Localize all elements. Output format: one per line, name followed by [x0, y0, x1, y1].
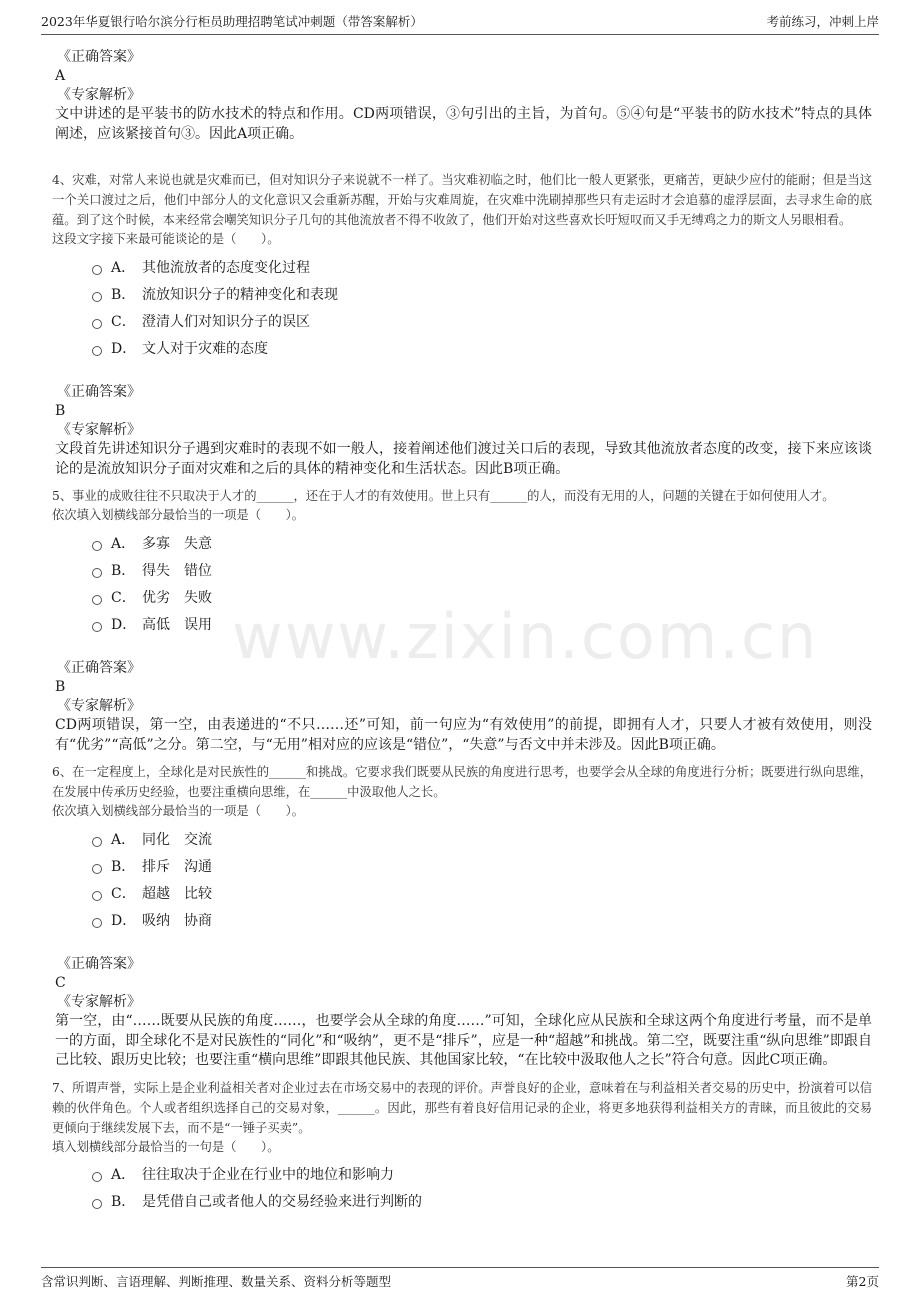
option-letter: C． — [111, 313, 136, 330]
option-text: 排斥 沟通 — [142, 858, 212, 875]
explain-label: 《专家解析》 — [57, 422, 141, 438]
option-text: 吸纳 协商 — [142, 912, 212, 929]
question-prompt: 依次填入划横线部分最恰当的一项是（ ）。 — [52, 804, 305, 818]
option-text: 澄清人们对知识分子的误区 — [142, 313, 310, 330]
radio-icon[interactable] — [92, 319, 102, 329]
options-list — [92, 825, 872, 933]
option-text: 高低 误用 — [142, 616, 212, 633]
option-d[interactable] — [92, 334, 872, 361]
answer-label: 《正确答案》 — [57, 384, 141, 400]
explanation-text: CD两项错误，第一空，由表递进的“不只……还”可知，前一句应为“有效使用”的前提，即拥有人才，只要人才被有效使用，则没有“优劣”“高低”之分。第二空，与“无用”相对应的应该是“错位”，“失意”与否文中并未涉及。因此B项正确。 — [55, 717, 872, 753]
option-letter: C． — [111, 589, 136, 606]
option-letter: B． — [111, 1194, 136, 1210]
question-stem: 7、所谓声誉，实际上是企业利益相关者对企业过去在市场交易中的表现的评价。声誉良好的企业，意味着在与利益相关者交易的历史中，扮演着可以信赖的伙伴角色。个人或者组织选择自己的交易对象，______。因此，那些有着良好信用记录的企业，将更多地获得利益相关方的青睐，而且彼此的交易更倾向于继续发展下去，而不是“一锤子买卖”。 — [52, 1080, 872, 1135]
radio-icon[interactable] — [92, 568, 102, 578]
option-text: 优劣 失败 — [142, 589, 212, 606]
answer-value: C — [55, 975, 66, 991]
option-a[interactable] — [92, 825, 872, 852]
radio-icon[interactable] — [92, 541, 102, 551]
option-a[interactable] — [92, 253, 872, 280]
option-b[interactable] — [92, 280, 872, 307]
option-letter: A． — [111, 831, 136, 848]
option-letter: D． — [111, 912, 137, 929]
question-stem: 6、在一定程度上，全球化是对民族性的______和挑战。它要求我们既要从民族的角度进行思考，也要学会从全球的角度进行分析；既要进行纵向思维，在发展中传承历史经验，也要注重横向思维，在______中汲取他人之长。 — [52, 765, 872, 799]
radio-icon[interactable] — [92, 837, 102, 847]
option-letter: D． — [111, 616, 137, 633]
option-text: 其他流放者的态度变化过程 — [142, 259, 310, 276]
explanation-text: 文中讲述的是平装书的防水技术的特点和作用。CD两项错误，③句引出的主旨，为首句。⑤④句是“平装书的防水技术”特点的具体阐述，应该紧接首句③。因此A项正确。 — [55, 106, 872, 142]
option-letter: B． — [111, 286, 136, 303]
question-prompt: 这段文字接下来最可能谈论的是（ ）。 — [52, 232, 280, 246]
option-text: 流放知识分子的精神变化和表现 — [142, 286, 338, 303]
explanation-text: 第一空，由“……既要从民族的角度……，也要学会从全球的角度……”可知，全球化应从民族和全球这两个角度进行考量，而不是单一的方面，即全球化不是对民族性的“同化”和“吸纳”，更不是“排斥”，应是一种“超越”和挑战。第二空，既要注重“纵向思维”即跟自己比较、跟历史比较；也要注重“横向思维”即跟其他民族、其他国家比较，“在比较中汲取他人之长”符合句意。因此C项正确。 — [55, 1013, 872, 1068]
radio-icon[interactable] — [92, 891, 102, 901]
option-c[interactable] — [92, 583, 872, 610]
option-b[interactable] — [92, 852, 872, 879]
question-prompt: 填入划横线部分最恰当的一句是（ ）。 — [52, 1139, 280, 1154]
options-list — [92, 529, 872, 637]
page-number: 第2页 — [846, 1274, 879, 1289]
option-letter: B． — [111, 562, 136, 579]
option-letter: A． — [111, 259, 136, 276]
option-d[interactable] — [92, 610, 872, 637]
radio-icon[interactable] — [92, 346, 102, 356]
explain-label: 《专家解析》 — [57, 994, 141, 1010]
option-letter: C． — [111, 885, 136, 902]
question-7 — [52, 1078, 872, 1215]
page-header — [41, 12, 879, 35]
option-b[interactable] — [92, 556, 872, 583]
radio-icon[interactable] — [92, 864, 102, 874]
footer-topics: 含常识判断、言语理解、判断推理、数量关系、资料分析等题型 — [41, 1274, 392, 1289]
answer-value: B — [55, 679, 66, 695]
radio-icon[interactable] — [92, 595, 102, 605]
option-letter: A． — [111, 535, 136, 552]
question-4 — [52, 170, 872, 479]
radio-icon[interactable] — [92, 292, 102, 302]
option-c[interactable] — [92, 879, 872, 906]
radio-icon[interactable] — [92, 622, 102, 632]
question-stem: 4、灾难，对常人来说也就是灾难而已，但对知识分子来说就不一样了。当灾难初临之时，他们比一般人更紧张，更痛苦，更缺少应付的能耐；但是当这一个关口渡过之后，他们中部分人的文化意识又会重新苏醒，开始与灾难周旋，在灾难中洗刷掉那些只有走运时才会追慕的虚浮层面，去寻求生命的底蕴。到了这个时候，本来经常会嘲笑知识分子几句的其他流放者不得不收敛了，他们开始对这些喜欢长吁短叹而又手无缚鸡之力的斯文人另眼相看。 — [52, 173, 872, 227]
page-content — [52, 48, 872, 1215]
explanation-text: 文段首先讲述知识分子遇到灾难时的表现不如一般人，接着阐述他们渡过关口后的表现，导致其他流放者态度的改变，接下来应该谈论的是流放知识分子面对灾难和之后的具体的精神变化和生活状态。因此B项正确。 — [55, 441, 872, 477]
answer-value: A — [55, 68, 66, 84]
question-5 — [52, 486, 872, 755]
option-a[interactable] — [92, 1161, 872, 1188]
question-prompt: 依次填入划横线部分最恰当的一项是（ ）。 — [52, 508, 305, 522]
question-stem: 5、事业的成败往往不只取决于人才的______，还在于人才的有效使用。世上只有______的人，而没有无用的人，问题的关键在于如何使用人才。 — [52, 489, 835, 503]
radio-icon[interactable] — [92, 918, 102, 928]
option-text: 往往取决于企业在行业中的地位和影响力 — [142, 1167, 394, 1183]
question-6 — [52, 762, 872, 1071]
watermark: www.zixin.com.cn — [232, 600, 819, 673]
option-letter: B． — [111, 858, 136, 875]
answer-label: 《正确答案》 — [57, 49, 141, 65]
option-text: 同化 交流 — [142, 831, 212, 848]
answer-label: 《正确答案》 — [57, 956, 141, 972]
option-text: 超越 比较 — [142, 885, 212, 902]
page-footer — [41, 1267, 879, 1294]
radio-icon[interactable] — [92, 1199, 102, 1209]
option-c[interactable] — [92, 307, 872, 334]
answer-block — [52, 48, 872, 144]
option-text: 多寡 失意 — [142, 535, 212, 552]
radio-icon[interactable] — [92, 1172, 102, 1182]
answer-label: 《正确答案》 — [57, 660, 141, 676]
answer-value: B — [55, 403, 66, 419]
option-letter: D． — [111, 340, 137, 357]
option-a[interactable] — [92, 529, 872, 556]
options-list — [92, 253, 872, 361]
option-text: 文人对于灾难的态度 — [142, 340, 268, 357]
option-letter: A． — [111, 1167, 136, 1183]
document-title: 2023年华夏银行哈尔滨分行柜员助理招聘笔试冲刺题（带答案解析） — [41, 14, 423, 29]
options-list — [92, 1161, 872, 1215]
option-b[interactable] — [92, 1188, 872, 1215]
option-text: 得失 错位 — [142, 562, 212, 579]
explain-label: 《专家解析》 — [57, 87, 141, 103]
radio-icon[interactable] — [92, 265, 102, 275]
explain-label: 《专家解析》 — [57, 698, 141, 714]
option-d[interactable] — [92, 906, 872, 933]
option-text: 是凭借自己或者他人的交易经验来进行判断的 — [142, 1194, 422, 1210]
header-slogan: 考前练习，冲刺上岸 — [766, 14, 879, 29]
